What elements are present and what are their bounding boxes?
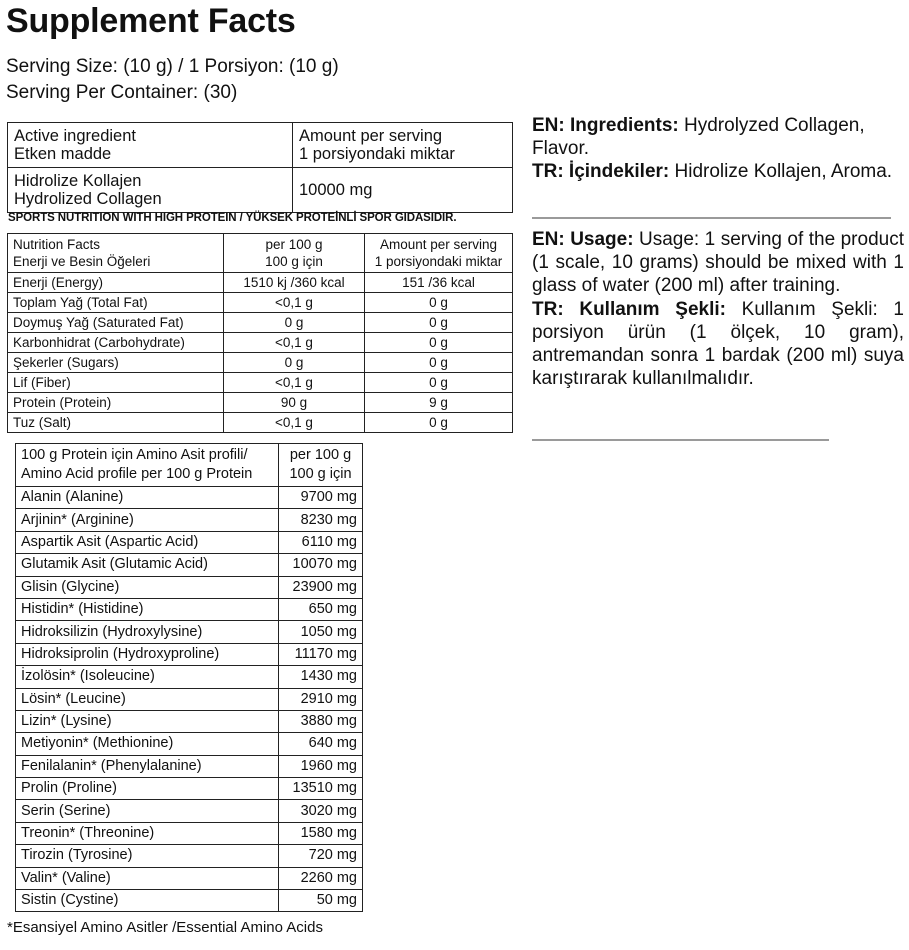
table-cell: 720 mg xyxy=(279,845,363,867)
table-row xyxy=(16,576,363,598)
table-cell: 0 g xyxy=(365,293,513,313)
table-cell: Glisin (Glycine) xyxy=(16,576,279,598)
table-cell: Tuz (Salt) xyxy=(8,413,224,433)
table-row xyxy=(16,778,363,800)
table-row xyxy=(16,733,363,755)
table-cell: Nutrition Facts Enerji ve Besin Öğeleri xyxy=(8,234,224,273)
ingredients-en-text: Hydrolyzed Collagen, Flavor. xyxy=(532,115,865,159)
table-header-row xyxy=(8,234,513,273)
table-cell: 100 g Protein için Amino Asit profili/ Amino Acid profile per 100 g Protein xyxy=(16,444,279,487)
table-cell: 13510 mg xyxy=(279,778,363,800)
table-row xyxy=(16,621,363,643)
table-cell: 8230 mg xyxy=(279,509,363,531)
table-cell: 10070 mg xyxy=(279,554,363,576)
table-row xyxy=(8,313,513,333)
ingredients-tr-label: TR: İçindekiler: xyxy=(532,161,670,182)
usage-section xyxy=(532,228,904,390)
table-cell: Aspartik Asit (Aspartic Acid) xyxy=(16,531,279,553)
table-cell: Glutamik Asit (Glutamic Acid) xyxy=(16,554,279,576)
table-row xyxy=(16,643,363,665)
table-cell: Treonin* (Threonine) xyxy=(16,822,279,844)
page-title: Supplement Facts xyxy=(6,2,296,40)
ingredients-tr xyxy=(532,160,904,183)
table-cell: Sistin (Cystine) xyxy=(16,890,279,912)
table-cell: Lif (Fiber) xyxy=(8,373,224,393)
table-cell: 0 g xyxy=(224,313,365,333)
divider xyxy=(532,217,891,219)
table-row xyxy=(16,598,363,620)
table-cell: 0 g xyxy=(365,333,513,353)
essential-amino-footnote: *Esansiyel Amino Asitler /Essential Amino Acids xyxy=(7,919,323,936)
table-cell: Hidroksiprolin (Hydroxyproline) xyxy=(16,643,279,665)
table-cell: 0 g xyxy=(365,353,513,373)
ingredients-tr-text: Hidrolize Kollajen, Aroma. xyxy=(669,161,893,182)
active-ingredient-table xyxy=(7,122,513,213)
table-cell: Amount per serving 1 porsiyondaki miktar xyxy=(365,234,513,273)
table-cell: <0,1 g xyxy=(224,333,365,353)
nutrition-facts-table xyxy=(7,233,513,433)
table-row xyxy=(16,509,363,531)
amino-acid-table xyxy=(15,443,363,912)
table-cell: Karbonhidrat (Carbohydrate) xyxy=(8,333,224,353)
table-cell: Hidrolize Kollajen Hydrolized Collagen xyxy=(8,168,293,213)
table-cell: Şekerler (Sugars) xyxy=(8,353,224,373)
usage-tr-text: Kullanım Şekli: 1 porsiyon ürün (1 ölçek, 10 gram), antremandan sonra 1 bardak (200 ml) suya karıştırarak kullanılmalıdır. xyxy=(532,299,904,389)
table-cell: 23900 mg xyxy=(279,576,363,598)
table-cell: <0,1 g xyxy=(224,413,365,433)
divider xyxy=(532,439,829,441)
table-cell: 0 g xyxy=(365,413,513,433)
table-cell: Fenilalanin* (Phenylalanine) xyxy=(16,755,279,777)
table-row xyxy=(8,293,513,313)
table-cell: 9 g xyxy=(365,393,513,413)
table-cell: Prolin (Proline) xyxy=(16,778,279,800)
ingredients-section xyxy=(532,114,904,183)
table-cell: Serin (Serine) xyxy=(16,800,279,822)
usage-tr-label: TR: Kullanım Şekli: xyxy=(532,299,726,320)
table-header-row xyxy=(16,444,363,487)
serving-size: Serving Size: (10 g) / 1 Porsiyon: (10 g) xyxy=(6,56,339,77)
table-row xyxy=(16,710,363,732)
table-cell: 10000 mg xyxy=(293,168,513,213)
table-row xyxy=(8,353,513,373)
table-cell: 50 mg xyxy=(279,890,363,912)
table-row xyxy=(16,554,363,576)
table-cell: Hidroksilizin (Hydroxylysine) xyxy=(16,621,279,643)
table-cell: Amount per serving 1 porsiyondaki miktar xyxy=(293,123,513,168)
table-cell: 3020 mg xyxy=(279,800,363,822)
table-row xyxy=(16,822,363,844)
usage-en-label: EN: Usage: xyxy=(532,229,634,250)
table-row xyxy=(16,531,363,553)
table-cell: Lösin* (Leucine) xyxy=(16,688,279,710)
table-cell: Tirozin (Tyrosine) xyxy=(16,845,279,867)
table-cell: 1510 kj /360 kcal xyxy=(224,273,365,293)
table-row xyxy=(16,755,363,777)
table-row xyxy=(8,333,513,353)
table-cell: per 100 g 100 g için xyxy=(224,234,365,273)
table-cell: 9700 mg xyxy=(279,487,363,509)
table-cell: 1050 mg xyxy=(279,621,363,643)
table-row xyxy=(8,413,513,433)
table-row xyxy=(16,800,363,822)
table-cell: 1430 mg xyxy=(279,666,363,688)
table-row xyxy=(8,373,513,393)
table-cell: 640 mg xyxy=(279,733,363,755)
table-row xyxy=(16,890,363,912)
usage-en xyxy=(532,228,904,297)
table-cell: 151 /36 kcal xyxy=(365,273,513,293)
usage-en-text: Usage: 1 serving of the product (1 scale, 10 grams) should be mixed with 1 glass of water (200 ml) after training. xyxy=(532,229,904,296)
table-cell: per 100 g 100 g için xyxy=(279,444,363,487)
table-cell: <0,1 g xyxy=(224,293,365,313)
table-cell: <0,1 g xyxy=(224,373,365,393)
table-cell: Arjinin* (Arginine) xyxy=(16,509,279,531)
table-cell: Doymuş Yağ (Saturated Fat) xyxy=(8,313,224,333)
ingredients-en xyxy=(532,114,904,160)
table-cell: 1580 mg xyxy=(279,822,363,844)
table-row xyxy=(16,688,363,710)
ingredients-en-label: EN: Ingredients: xyxy=(532,115,679,136)
table-cell: İzolösin* (Isoleucine) xyxy=(16,666,279,688)
table-cell: 0 g xyxy=(224,353,365,373)
table-row xyxy=(16,867,363,889)
table-row xyxy=(16,845,363,867)
table-cell: Histidin* (Histidine) xyxy=(16,598,279,620)
table-cell: 11170 mg xyxy=(279,643,363,665)
table-header-row xyxy=(8,123,513,168)
sports-nutrition-note: SPORTS NUTRITION WITH HIGH PROTEIN / YÜKSEK PROTEİNLİ SPOR GIDASIDIR. xyxy=(8,212,457,224)
table-row xyxy=(8,393,513,413)
table-cell: Alanin (Alanine) xyxy=(16,487,279,509)
table-row xyxy=(16,666,363,688)
table-cell: 0 g xyxy=(365,313,513,333)
table-cell: 0 g xyxy=(365,373,513,393)
table-cell: 650 mg xyxy=(279,598,363,620)
table-cell: Metiyonin* (Methionine) xyxy=(16,733,279,755)
table-row xyxy=(16,487,363,509)
table-cell: Valin* (Valine) xyxy=(16,867,279,889)
table-cell: 90 g xyxy=(224,393,365,413)
table-cell: 6110 mg xyxy=(279,531,363,553)
table-cell: Lizin* (Lysine) xyxy=(16,710,279,732)
table-cell: 3880 mg xyxy=(279,710,363,732)
table-cell: Toplam Yağ (Total Fat) xyxy=(8,293,224,313)
table-cell: Protein (Protein) xyxy=(8,393,224,413)
usage-tr xyxy=(532,298,904,390)
table-cell: Enerji (Energy) xyxy=(8,273,224,293)
table-row xyxy=(8,168,513,213)
table-cell: Active ingredient Etken madde xyxy=(8,123,293,168)
servings-per-container: Serving Per Container: (30) xyxy=(6,82,238,103)
table-row xyxy=(8,273,513,293)
table-cell: 2260 mg xyxy=(279,867,363,889)
table-cell: 2910 mg xyxy=(279,688,363,710)
table-cell: 1960 mg xyxy=(279,755,363,777)
